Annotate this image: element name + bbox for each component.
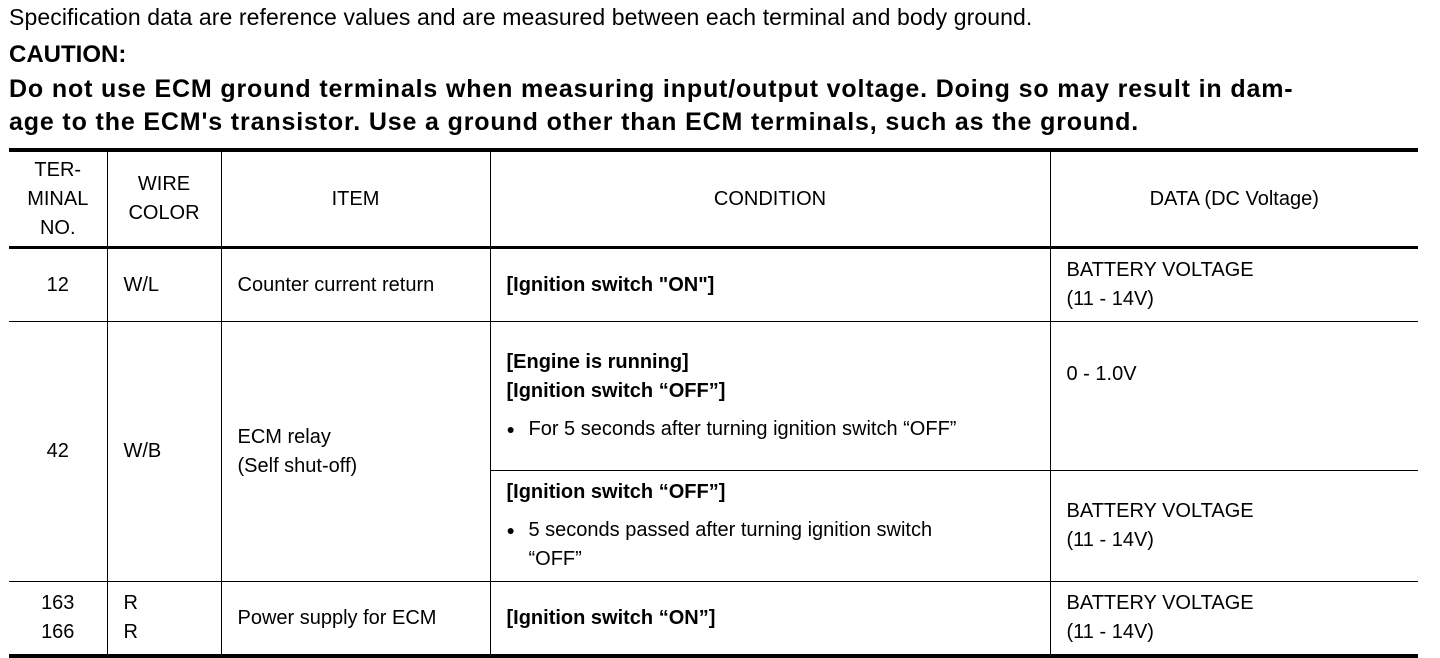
- wire-color-cell: W/L: [107, 248, 221, 322]
- terminal-no-cell: 42: [9, 322, 107, 582]
- wire-color-cell: R R: [107, 582, 221, 657]
- caution-text-line-1: Do not use ECM ground terminals when measuring input/output voltage. Doing so may result in dam-: [9, 75, 1294, 103]
- data-cell: 0 - 1.0V: [1050, 322, 1418, 471]
- condition-cell: [Ignition switch “ON”]: [490, 582, 1050, 657]
- terminal-spec-table: [9, 148, 1418, 658]
- table-row: [9, 582, 1418, 657]
- condition-bullet: ● 5 seconds passed after turning ignition switch “OFF”: [507, 516, 1050, 574]
- header-data: DATA (DC Voltage): [1050, 150, 1418, 248]
- terminal-no-cell: 163 166: [9, 582, 107, 657]
- caution-title: CAUTION:: [9, 41, 127, 68]
- bullet-dot-icon: ●: [506, 421, 515, 437]
- header-item: ITEM: [221, 150, 490, 248]
- item-cell: Power supply for ECM: [221, 582, 490, 657]
- condition-cell: [Ignition switch “OFF”] ● 5 seconds passed after turning ignition switch “OFF”: [490, 471, 1050, 582]
- item-cell: Counter current return: [221, 248, 490, 322]
- table-header-row: [9, 150, 1418, 248]
- header-condition: CONDITION: [490, 150, 1050, 248]
- table-row: [9, 248, 1418, 322]
- item-cell: ECM relay (Self shut-off): [221, 322, 490, 582]
- bullet-dot-icon: ●: [506, 522, 515, 538]
- data-cell: BATTERY VOLTAGE (11 - 14V): [1050, 582, 1418, 657]
- table-row: [9, 322, 1418, 471]
- data-cell: BATTERY VOLTAGE (11 - 14V): [1050, 248, 1418, 322]
- header-terminal-no: TER- MINAL NO.: [9, 150, 107, 248]
- intro-text: Specification data are reference values and are measured between each terminal and body ground.: [9, 4, 1033, 30]
- condition-cell: [Engine is running] [Ignition switch “OFF”] ● For 5 seconds after turning ignition switch “OFF”: [490, 322, 1050, 471]
- data-cell: BATTERY VOLTAGE (11 - 14V): [1050, 471, 1418, 582]
- caution-text-line-2: age to the ECM's transistor. Use a ground other than ECM terminals, such as the ground.: [9, 108, 1140, 136]
- header-wire-color: WIRE COLOR: [107, 150, 221, 248]
- wire-color-cell: W/B: [107, 322, 221, 582]
- terminal-no-cell: 12: [9, 248, 107, 322]
- condition-bullet: ● For 5 seconds after turning ignition switch “OFF”: [507, 415, 1050, 444]
- condition-cell: [Ignition switch "ON"]: [490, 248, 1050, 322]
